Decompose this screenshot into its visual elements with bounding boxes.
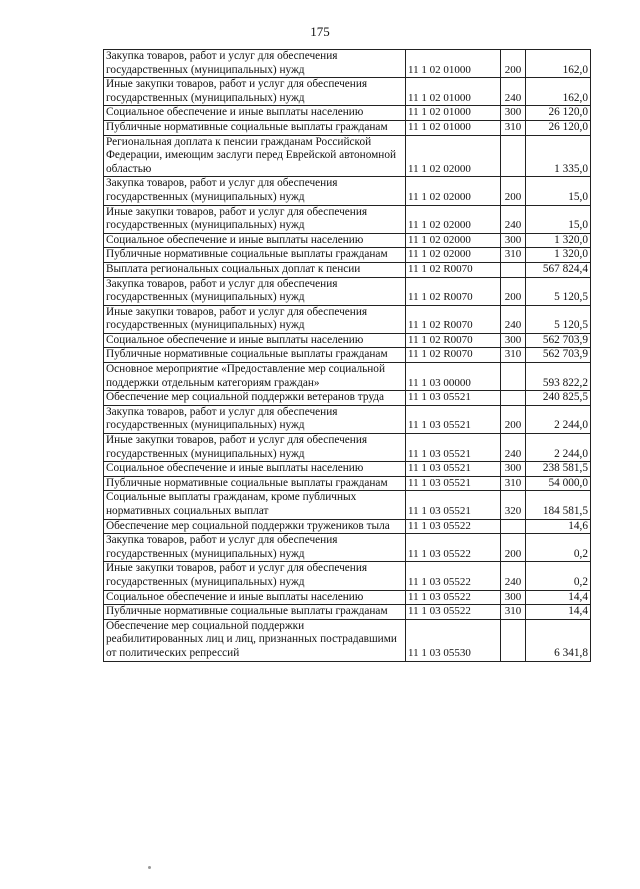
row-name-cell: Публичные нормативные социальные выплаты гражданам: [104, 120, 406, 135]
table-row: [104, 277, 591, 305]
table-row: [104, 562, 591, 590]
table-row: [104, 135, 591, 177]
row-expense-type-cell: [501, 262, 526, 277]
row-name-cell: Иные закупки товаров, работ и услуг для обеспечения государственных (муниципальных) нужд: [104, 434, 406, 462]
row-code-cell: 11 1 03 05521: [406, 491, 501, 519]
row-expense-type-cell: 310: [501, 476, 526, 491]
row-amount-cell: 2 244,0: [526, 434, 591, 462]
row-code-cell: 11 1 03 00000: [406, 363, 501, 391]
row-expense-type-cell: 240: [501, 562, 526, 590]
row-code-cell: 11 1 02 02000: [406, 205, 501, 233]
row-name-cell: Социальное обеспечение и иные выплаты населению: [104, 590, 406, 605]
row-name-cell: Социальные выплаты гражданам, кроме публичных нормативных социальных выплат: [104, 491, 406, 519]
row-expense-type-cell: [501, 619, 526, 661]
row-amount-cell: 26 120,0: [526, 120, 591, 135]
row-amount-cell: 6 341,8: [526, 619, 591, 661]
scan-speck: [148, 866, 151, 869]
table-row: [104, 305, 591, 333]
row-name-cell: Публичные нормативные социальные выплаты гражданам: [104, 348, 406, 363]
row-code-cell: 11 1 02 02000: [406, 177, 501, 205]
row-amount-cell: 238 581,5: [526, 462, 591, 477]
row-name-cell: Закупка товаров, работ и услуг для обеспечения государственных (муниципальных) нужд: [104, 277, 406, 305]
row-name-cell: Социальное обеспечение и иные выплаты населению: [104, 233, 406, 248]
budget-table: [103, 49, 591, 662]
table-row: [104, 519, 591, 534]
row-expense-type-cell: 200: [501, 50, 526, 78]
row-name-cell: Иные закупки товаров, работ и услуг для обеспечения государственных (муниципальных) нужд: [104, 562, 406, 590]
budget-table-body: [104, 50, 591, 662]
row-code-cell: 11 1 02 01000: [406, 78, 501, 106]
table-row: [104, 262, 591, 277]
row-name-cell: Иные закупки товаров, работ и услуг для обеспечения государственных (муниципальных) нужд: [104, 78, 406, 106]
table-row: [104, 434, 591, 462]
row-amount-cell: 14,4: [526, 605, 591, 620]
row-amount-cell: 562 703,9: [526, 333, 591, 348]
row-name-cell: Публичные нормативные социальные выплаты гражданам: [104, 476, 406, 491]
row-code-cell: 11 1 03 05530: [406, 619, 501, 661]
row-name-cell: Публичные нормативные социальные выплаты гражданам: [104, 248, 406, 263]
row-expense-type-cell: 300: [501, 462, 526, 477]
row-amount-cell: 2 244,0: [526, 405, 591, 433]
row-code-cell: 11 1 02 01000: [406, 106, 501, 121]
row-code-cell: 11 1 02 01000: [406, 50, 501, 78]
row-amount-cell: 567 824,4: [526, 262, 591, 277]
row-amount-cell: 1 335,0: [526, 135, 591, 177]
row-code-cell: 11 1 03 05521: [406, 476, 501, 491]
row-expense-type-cell: [501, 135, 526, 177]
row-expense-type-cell: 200: [501, 405, 526, 433]
row-expense-type-cell: 300: [501, 233, 526, 248]
row-amount-cell: 593 822,2: [526, 363, 591, 391]
row-name-cell: Публичные нормативные социальные выплаты гражданам: [104, 605, 406, 620]
row-expense-type-cell: 240: [501, 434, 526, 462]
table-row: [104, 476, 591, 491]
table-row: [104, 363, 591, 391]
row-code-cell: 11 1 03 05522: [406, 605, 501, 620]
row-expense-type-cell: 240: [501, 78, 526, 106]
page-number: 175: [310, 24, 330, 39]
table-row: [104, 50, 591, 78]
row-expense-type-cell: 310: [501, 248, 526, 263]
row-name-cell: Региональная доплата к пенсии гражданам Российской Федерации, имеющим заслуги перед Еврейской автономной областью: [104, 135, 406, 177]
row-amount-cell: 240 825,5: [526, 391, 591, 406]
row-expense-type-cell: 240: [501, 305, 526, 333]
row-code-cell: 11 1 02 R0070: [406, 348, 501, 363]
row-amount-cell: 14,6: [526, 519, 591, 534]
table-row: [104, 78, 591, 106]
row-code-cell: 11 1 03 05521: [406, 434, 501, 462]
row-code-cell: 11 1 02 R0070: [406, 262, 501, 277]
table-row: [104, 248, 591, 263]
table-row: [104, 462, 591, 477]
row-amount-cell: 54 000,0: [526, 476, 591, 491]
row-amount-cell: 562 703,9: [526, 348, 591, 363]
row-name-cell: Закупка товаров, работ и услуг для обеспечения государственных (муниципальных) нужд: [104, 405, 406, 433]
row-name-cell: Закупка товаров, работ и услуг для обеспечения государственных (муниципальных) нужд: [104, 177, 406, 205]
row-amount-cell: 184 581,5: [526, 491, 591, 519]
table-row: [104, 605, 591, 620]
row-amount-cell: 1 320,0: [526, 248, 591, 263]
row-name-cell: Иные закупки товаров, работ и услуг для обеспечения государственных (муниципальных) нужд: [104, 305, 406, 333]
row-amount-cell: 5 120,5: [526, 305, 591, 333]
row-expense-type-cell: [501, 363, 526, 391]
row-amount-cell: 0,2: [526, 562, 591, 590]
row-amount-cell: 15,0: [526, 177, 591, 205]
row-expense-type-cell: 200: [501, 534, 526, 562]
row-name-cell: Иные закупки товаров, работ и услуг для обеспечения государственных (муниципальных) нужд: [104, 205, 406, 233]
row-expense-type-cell: 310: [501, 348, 526, 363]
row-amount-cell: 26 120,0: [526, 106, 591, 121]
row-expense-type-cell: [501, 391, 526, 406]
table-row: [104, 333, 591, 348]
table-row: [104, 120, 591, 135]
row-code-cell: 11 1 02 02000: [406, 233, 501, 248]
row-code-cell: 11 1 03 05521: [406, 391, 501, 406]
row-code-cell: 11 1 03 05521: [406, 405, 501, 433]
row-amount-cell: 5 120,5: [526, 277, 591, 305]
table-row: [104, 619, 591, 661]
row-name-cell: Закупка товаров, работ и услуг для обеспечения государственных (муниципальных) нужд: [104, 50, 406, 78]
row-code-cell: 11 1 02 02000: [406, 248, 501, 263]
table-row: [104, 405, 591, 433]
table-row: [104, 348, 591, 363]
row-expense-type-cell: 300: [501, 333, 526, 348]
row-expense-type-cell: [501, 519, 526, 534]
table-row: [104, 491, 591, 519]
row-expense-type-cell: 310: [501, 120, 526, 135]
row-expense-type-cell: 320: [501, 491, 526, 519]
row-expense-type-cell: 300: [501, 590, 526, 605]
row-amount-cell: 1 320,0: [526, 233, 591, 248]
row-name-cell: Выплата региональных социальных доплат к пенсии: [104, 262, 406, 277]
row-code-cell: 11 1 03 05521: [406, 462, 501, 477]
row-code-cell: 11 1 02 R0070: [406, 277, 501, 305]
row-expense-type-cell: 300: [501, 106, 526, 121]
table-row: [104, 534, 591, 562]
table-row: [104, 177, 591, 205]
table-row: [104, 205, 591, 233]
row-name-cell: Закупка товаров, работ и услуг для обеспечения государственных (муниципальных) нужд: [104, 534, 406, 562]
row-code-cell: 11 1 02 01000: [406, 120, 501, 135]
row-name-cell: Основное мероприятие «Предоставление мер социальной поддержки отдельным категориям граждан»: [104, 363, 406, 391]
row-name-cell: Социальное обеспечение и иные выплаты населению: [104, 462, 406, 477]
row-amount-cell: 15,0: [526, 205, 591, 233]
row-code-cell: 11 1 03 05522: [406, 519, 501, 534]
row-name-cell: Социальное обеспечение и иные выплаты населению: [104, 106, 406, 121]
row-name-cell: Обеспечение мер социальной поддержки тружеников тыла: [104, 519, 406, 534]
table-row: [104, 106, 591, 121]
row-name-cell: Обеспечение мер социальной поддержки ветеранов труда: [104, 391, 406, 406]
row-expense-type-cell: 310: [501, 605, 526, 620]
row-code-cell: 11 1 02 R0070: [406, 305, 501, 333]
row-code-cell: 11 1 03 05522: [406, 590, 501, 605]
row-code-cell: 11 1 02 02000: [406, 135, 501, 177]
row-code-cell: 11 1 03 05522: [406, 534, 501, 562]
row-name-cell: Социальное обеспечение и иные выплаты населению: [104, 333, 406, 348]
table-row: [104, 590, 591, 605]
row-name-cell: Обеспечение мер социальной поддержки реабилитированных лиц и лиц, признанных пострадавшими от политических репрессий: [104, 619, 406, 661]
row-amount-cell: 162,0: [526, 50, 591, 78]
row-amount-cell: 162,0: [526, 78, 591, 106]
row-amount-cell: 0,2: [526, 534, 591, 562]
table-row: [104, 233, 591, 248]
row-expense-type-cell: 200: [501, 177, 526, 205]
row-code-cell: 11 1 03 05522: [406, 562, 501, 590]
row-expense-type-cell: 240: [501, 205, 526, 233]
row-expense-type-cell: 200: [501, 277, 526, 305]
table-row: [104, 391, 591, 406]
row-amount-cell: 14,4: [526, 590, 591, 605]
row-code-cell: 11 1 02 R0070: [406, 333, 501, 348]
